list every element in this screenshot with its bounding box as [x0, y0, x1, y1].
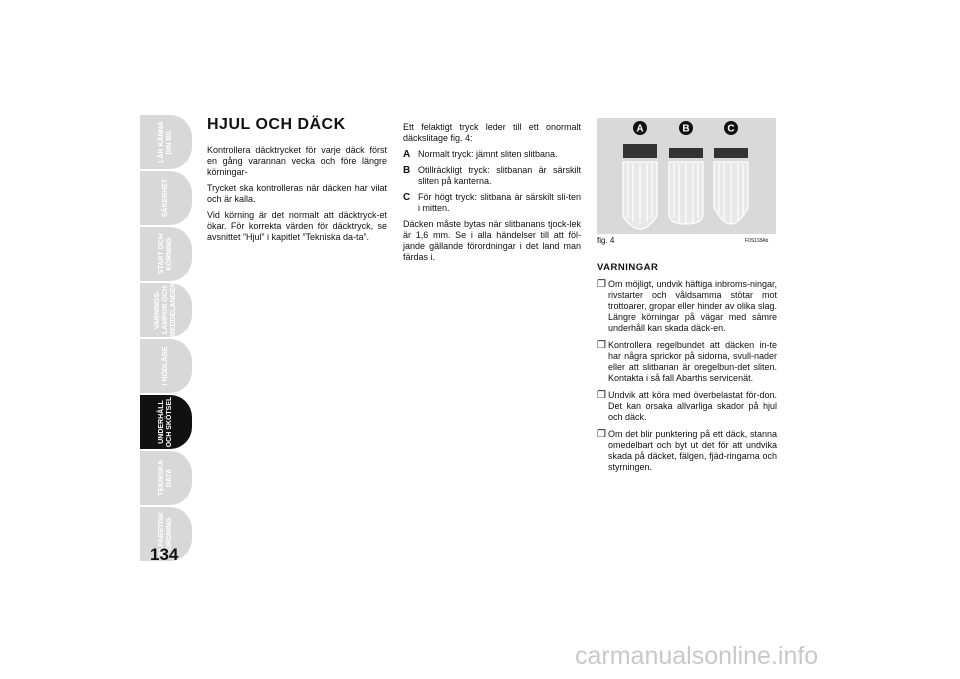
tab-tekniska-data[interactable] — [140, 451, 192, 505]
marker-a: A — [636, 123, 644, 135]
warnings-column — [597, 262, 777, 479]
watermark: carmanualsonline.info — [575, 642, 819, 670]
marker-c: C — [727, 123, 735, 135]
wear-column — [403, 122, 581, 268]
paragraph: Ett felaktigt tryck leder till ett onormalt däckslitage fig. 4: — [403, 122, 581, 143]
item-text: För högt tryck: slitbana är särskilt sli-ten i mitten. — [418, 192, 581, 213]
checkbox-bullet-icon: ❒ — [597, 390, 606, 401]
checkbox-bullet-icon: ❒ — [597, 429, 606, 440]
tab-underhall[interactable] — [140, 395, 192, 449]
tire-a — [623, 144, 657, 229]
tab-label: SÄKERHET — [162, 178, 169, 218]
item-text: Otillräckligt tryck: slitbanan är särskilt sliten på kanterna. — [418, 165, 581, 186]
warnings-heading: VARNINGAR — [597, 262, 659, 273]
warning-text: Undvik att köra med överbelastat för-don. Det kan orsaka allvarliga skador på hjul och däck. — [608, 390, 777, 422]
page-number: 134 — [150, 545, 179, 564]
warning-item — [597, 429, 777, 473]
checkbox-bullet-icon: ❒ — [597, 340, 606, 351]
item-letter: B — [403, 165, 411, 176]
tab-label: VARNINGS-LAMPOR OCH MEDDELANDEN — [154, 283, 177, 337]
warning-item — [597, 390, 777, 423]
paragraph: Däcken måste bytas när slitbanans tjock-lek är 1,6 mm. Se i alla händelser till att föl-jande gällande förordningar i det land man färdas i. — [403, 219, 581, 262]
list-item — [403, 165, 581, 187]
warning-item — [597, 279, 777, 334]
figure-label: fig. 4 — [597, 236, 615, 245]
tab-sakerhet[interactable] — [140, 171, 192, 225]
list-item — [403, 149, 581, 160]
item-letter: C — [403, 192, 411, 203]
tab-label: LÄR KÄNNA DIN BIL — [158, 121, 173, 163]
tab-label: TEKNISKA DATA — [158, 460, 173, 496]
warning-text: Kontrollera regelbundet att däcken in-te har några sprickor på sidorna, svull-nader eller att slitbanan är oregelbun-det sliten. Kontakta i så fall Abarths servicenät. — [608, 340, 777, 383]
tire-wear-figure — [597, 118, 776, 234]
paragraph: Trycket ska kontrolleras när däcken har vilat och är kalla. — [207, 183, 387, 204]
item-letter: A — [403, 149, 411, 160]
checkbox-bullet-icon: ❒ — [597, 279, 606, 290]
paragraph: Vid körning är det normalt att däcktryck-et ökar. För korrekta värden för däcktryck, se avsnittet ”Hjul” i kapitlet ”Tekniska da-ta”. — [207, 210, 387, 242]
item-text: Normalt tryck: jämnt sliten slitbana. — [418, 149, 558, 159]
list-item — [403, 192, 581, 214]
tab-label: UNDERHÅLL OCH SKÖTSEL — [158, 396, 173, 448]
tab-label: ALFABETISK ORDNING — [158, 512, 173, 556]
tab-lar-kanna[interactable] — [140, 115, 192, 169]
section-title: HJUL OCH DÄCK — [207, 116, 346, 133]
tab-label: START OCH KÖRNING — [158, 233, 173, 275]
warning-item — [597, 340, 777, 384]
tab-i-nodlage[interactable] — [140, 339, 192, 393]
paragraph: Kontrollera däcktrycket för varje däck först en gång varannan vecka och före längre körningar- — [207, 145, 387, 177]
intro-column — [207, 145, 387, 248]
tab-varningslampor[interactable] — [140, 283, 192, 337]
warning-text: Om möjligt, undvik häftiga inbroms-ningar, rivstarter och våldsamma stötar mot trottoarer, gropar eller hinder av olika slag. Längre körningar på vägar med sämre underhåll kan skada däck-en. — [608, 279, 777, 333]
figure-code: F0S118Ab — [745, 238, 769, 244]
marker-b: B — [682, 123, 690, 135]
warning-text: Om det blir punktering på ett däck, stanna omedelbart och byt ut det för att undvika skada på däcket, fälgen, fjäd-ringarna och styrningen. — [608, 429, 777, 472]
tab-label: I NÖDLÄGE — [162, 346, 169, 386]
chapter-tabs — [140, 115, 192, 563]
tab-start-och-korning[interactable] — [140, 227, 192, 281]
